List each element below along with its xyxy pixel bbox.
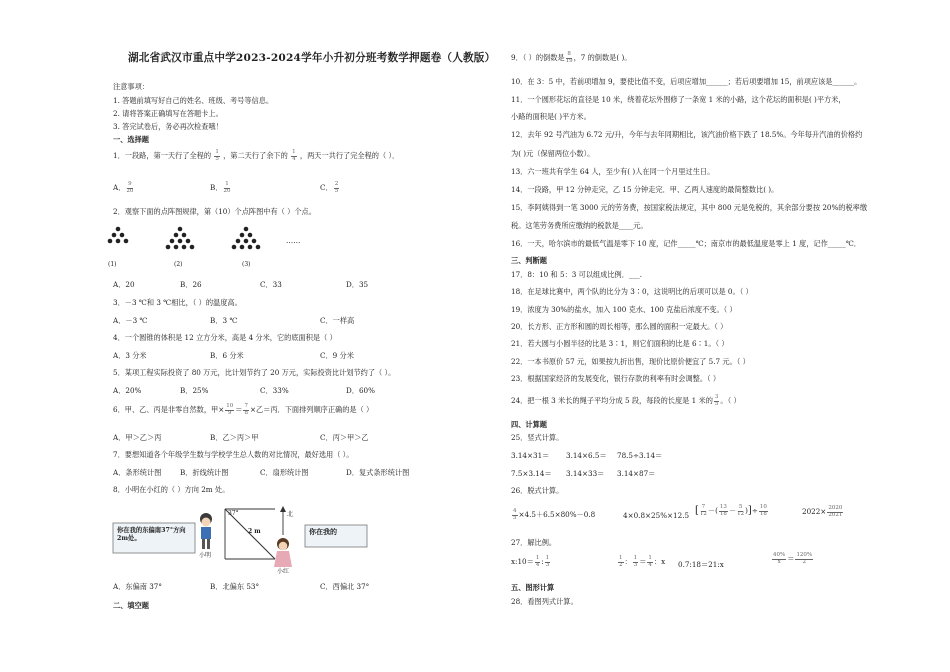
calc-expression-1: $\frac{4}{5}$ ×4.5＋6.5×80%－0.8 bbox=[513, 508, 596, 521]
q24-fraction: $\frac{3}{5}$ bbox=[714, 394, 719, 407]
calc-item: 3.14×6.5＝ bbox=[566, 451, 607, 460]
q5-option-a[interactable]: A．20% bbox=[113, 386, 142, 395]
question-27: 27．解比例。 bbox=[511, 538, 557, 547]
q2-option-c[interactable]: C．33 bbox=[260, 280, 282, 289]
q2-option-d[interactable]: D．35 bbox=[346, 280, 369, 289]
q6-option-c[interactable]: C．丙＞甲＞乙 bbox=[320, 433, 369, 442]
calc-expression-4: 2022× $\frac{2020}{2021}$ bbox=[802, 505, 843, 518]
q7-option-b[interactable]: B．折线统计图 bbox=[180, 468, 229, 477]
q3-option-a[interactable]: A．－3 ℃ bbox=[113, 316, 148, 325]
notice-heading: 注意事项： bbox=[113, 82, 149, 91]
calc-item: 7.5×3.14＝ bbox=[511, 469, 552, 478]
calc-item: 78.5÷3.14＝ bbox=[617, 451, 663, 460]
distance-label: 2 m bbox=[248, 528, 261, 535]
dot-pattern-label: (2) bbox=[174, 261, 183, 268]
section-heading-figure: 五、图形计算 bbox=[511, 583, 555, 592]
section-heading-calc: 四、计算题 bbox=[511, 420, 547, 429]
question-12-cont: 为( )元（保留两位小数）。 bbox=[511, 149, 595, 158]
notice-item: 2. 请将答案正确填写在答题卡上。 bbox=[113, 109, 223, 118]
q1-stem: 1．一段路，第一天行了全程的 bbox=[113, 151, 212, 160]
q1-fraction-2: $\frac{1}{4}$ bbox=[292, 149, 296, 162]
question-22: 22．一本书原价 57 元，如果按九折出售，现价比原价便宜了 5.7 元。（ ） bbox=[511, 357, 750, 366]
question-2: 2．观察下面的点阵图规律，第（10）个点阵图中有（ ）个点。 bbox=[113, 207, 316, 216]
q3-option-b[interactable]: B．3 ℃ bbox=[210, 316, 238, 325]
question-21: 21．若大圆与小圆半径的比是 3∶1，则它们面积的比是 6∶1。（ ） bbox=[511, 339, 729, 348]
q6-fraction-1: $\frac{10}{9}$ bbox=[226, 403, 234, 416]
question-8: 8．小明在小红的（ ）方向 2m 处。 bbox=[113, 485, 230, 494]
dot-pattern-label: (1) bbox=[108, 261, 117, 268]
question-17: 17．8：10 和 5：3 可以组成比例．___. bbox=[511, 270, 642, 279]
notice-item: 1. 答题前填写好自己的姓名、班级、考号等信息。 bbox=[113, 96, 274, 105]
question-24: 24．把一根 3 米长的绳子平均分成 5 段，每段的长度是 1 米的 $\frac{3}{5}$ 。（ ） bbox=[511, 394, 741, 407]
q8-option-a[interactable]: A．东偏南 37° bbox=[113, 582, 162, 591]
section-heading-choice: 一、选择题 bbox=[113, 135, 149, 144]
q1-fraction-1: $\frac{1}{5}$ bbox=[215, 149, 219, 162]
question-4: 4．一个圆锥的体积是 12 立方分米，高是 4 分米，它的底面积是（ ） bbox=[113, 333, 337, 342]
q1-option-b[interactable]: B． $\frac{1}{20}$ bbox=[210, 181, 231, 194]
q4-option-c[interactable]: C．9 分米 bbox=[320, 351, 354, 360]
dot-pattern-label: (3) bbox=[242, 261, 251, 268]
q4-option-b[interactable]: B．6 分米 bbox=[210, 351, 244, 360]
q3-option-c[interactable]: C．一样高 bbox=[320, 316, 355, 325]
proportion-2: $\frac{1}{2}$ ： $\frac{1}{3}$ ＝ $\frac{1}{4}$ ：x bbox=[619, 555, 666, 568]
question-11: 11．一个圆形花坛的直径是 10 米，绕着花坛外围修了一条宽 1 米的小路，这个花坛的面积是( )平方米， bbox=[511, 95, 846, 104]
proportion-3: 0.7:18＝21:x bbox=[678, 560, 724, 569]
question-3: 3．－3 ℃和 3 ℃相比，（ ）的温度高。 bbox=[113, 298, 242, 307]
q8-option-b[interactable]: B．北偏东 53° bbox=[210, 582, 260, 591]
question-12: 12．去年 92 号汽油为 6.72 元/升，今年与去年同期相比，该汽油价格下跌了 18.5%。今年每升汽油的价格约 bbox=[511, 130, 863, 139]
question-26: 26．脱式计算。 bbox=[511, 486, 564, 495]
q6-option-a[interactable]: A．甲＞乙＞丙 bbox=[113, 433, 162, 442]
q5-option-d[interactable]: D．60% bbox=[346, 386, 375, 395]
section-heading-judge: 三、判断题 bbox=[511, 256, 547, 265]
q1-mid: ，第二天行了余下的 bbox=[223, 151, 288, 160]
dot-pattern-figure bbox=[100, 225, 330, 270]
question-6: 6．甲、乙、丙是非零自然数，甲× $\frac{10}{9}$ ＝ $\frac{7}{8}$ ×乙＝丙．下面排列顺序正确的是（ ） bbox=[113, 403, 374, 416]
question-13: 13．六一班共有学生 64 人，至少有( )人在同一个月里过生日。 bbox=[511, 167, 715, 176]
question-15: 15．李阿姨得到一笔 3000 元的劳务费，按国家税法规定，其中 800 元是免税的，其余部分要按 20%的税率缴 bbox=[511, 203, 868, 212]
question-5: 5．某项工程实际投资了 80 万元，比计划节约了 20 万元，实际投资比计划节约了（ ）。 bbox=[113, 368, 396, 377]
calc-expression-3: [ $\frac{7}{12}$ －( $\frac{13}{18}$ － $\frac{5}{12}$ )]÷ $\frac{10}{18}$ bbox=[695, 504, 767, 517]
question-18: 18．在足球比赛中，两个队的比分为 3∶0，这说明比的后项可以是 0。（ ） bbox=[511, 287, 753, 296]
q1-end: ，两天一共行了完全程的（ ）． bbox=[299, 151, 400, 160]
bubble-left-text: 你在我的东偏南37°方向2m处。 bbox=[117, 527, 186, 542]
question-9: 9．（ ）的倒数是 $\frac{8}{19}$ ，7 的倒数是( )。 bbox=[511, 51, 632, 64]
q4-option-a[interactable]: A．3 分米 bbox=[113, 351, 147, 360]
page-title: 湖北省武汉市重点中学2023-2024学年小升初分班考数学押题卷（人教版） bbox=[128, 52, 496, 64]
proportion-1: x:10＝ $\frac{1}{4}$ : $\frac{1}{3}$ bbox=[511, 555, 550, 568]
q8-option-c[interactable]: C．西偏北 37° bbox=[320, 582, 370, 591]
q1-option-a[interactable]: A． $\frac{9}{20}$ bbox=[113, 181, 134, 194]
q7-option-c[interactable]: C．扇形统计图 bbox=[260, 468, 309, 477]
question-11-cont: 小路的面积是( )平方米。 bbox=[511, 112, 591, 121]
q7-option-a[interactable]: A．条形统计图 bbox=[113, 468, 162, 477]
name-left: 小明 bbox=[199, 552, 212, 559]
question-25: 25．竖式计算。 bbox=[511, 433, 564, 442]
proportion-4: $\frac{40\%}{x}$ ＝ $\frac{120\%}{2}$ bbox=[773, 552, 813, 565]
q5-option-b[interactable]: B．25% bbox=[180, 386, 209, 395]
question-19: 19．浓度为 30%的盐水，加入 100 克水、100 克盐后浓度不变。（ ） bbox=[511, 305, 737, 314]
q5-option-c[interactable]: C．33% bbox=[260, 386, 289, 395]
q6-option-b[interactable]: B．乙＞丙＞甲 bbox=[210, 433, 259, 442]
q2-option-a[interactable]: A．20 bbox=[113, 280, 135, 289]
q9-fraction: $\frac{8}{19}$ bbox=[565, 51, 573, 64]
name-right: 小红 bbox=[277, 568, 290, 575]
q2-option-b[interactable]: B．26 bbox=[180, 280, 202, 289]
notice-item: 3. 答完试卷后，务必再次检查哦！ bbox=[113, 122, 223, 131]
dot-pattern-ellipsis: …… bbox=[286, 236, 301, 245]
q6-fraction-2: $\frac{7}{8}$ bbox=[244, 403, 248, 416]
question-23: 23．根据国家经济的发展变化，银行存款的利率有时会调整。（ ） bbox=[511, 374, 721, 383]
north-label: 北 bbox=[287, 511, 294, 518]
question-15-cont: 税。这笔劳务费所应缴纳的税款是____元。 bbox=[511, 221, 648, 230]
q7-option-d[interactable]: D．复式条形统计图 bbox=[346, 468, 410, 477]
question-14: 14．一段路，甲 12 分钟走完，乙 15 分钟走完．甲、乙两人速度的最简整数比( )。 bbox=[511, 185, 779, 194]
question-7: 7．要想知道各个年级学生数与学校学生总人数的对比情况，最好选用（ ）。 bbox=[113, 450, 354, 459]
q1-option-c[interactable]: C． $\frac{2}{5}$ bbox=[320, 181, 339, 194]
angle-label: 37° bbox=[228, 510, 239, 517]
section-heading-fill: 二、填空题 bbox=[113, 601, 149, 610]
calc-item: 3.14×31＝ bbox=[511, 451, 550, 460]
question-1 bbox=[113, 150, 399, 162]
bubble-right-text: 你在我的 bbox=[309, 527, 337, 536]
calc-expression-2: 4×0.8×25%×12.5 bbox=[623, 511, 690, 520]
question-20: 20．长方形、正方形和圆的周长相等，那么圆的面积一定最大。（ ） bbox=[511, 322, 728, 331]
calc-item: 3.14×33＝ bbox=[566, 469, 605, 478]
calc-item: 3.14×87＝ bbox=[617, 469, 656, 478]
question-16: 16．一天，哈尔滨市的最低气温是零下 10 度，记作_____℃；南京市的最低温度是零上 1 度，记作_____℃． bbox=[511, 239, 861, 248]
question-28: 28．看图列式计算。 bbox=[511, 597, 578, 606]
question-10: 10．在 3：5 中，若前项增加 9，要使比值不变，后项应增加______；若后项要增加 15，前项应该是______。 bbox=[511, 77, 862, 86]
